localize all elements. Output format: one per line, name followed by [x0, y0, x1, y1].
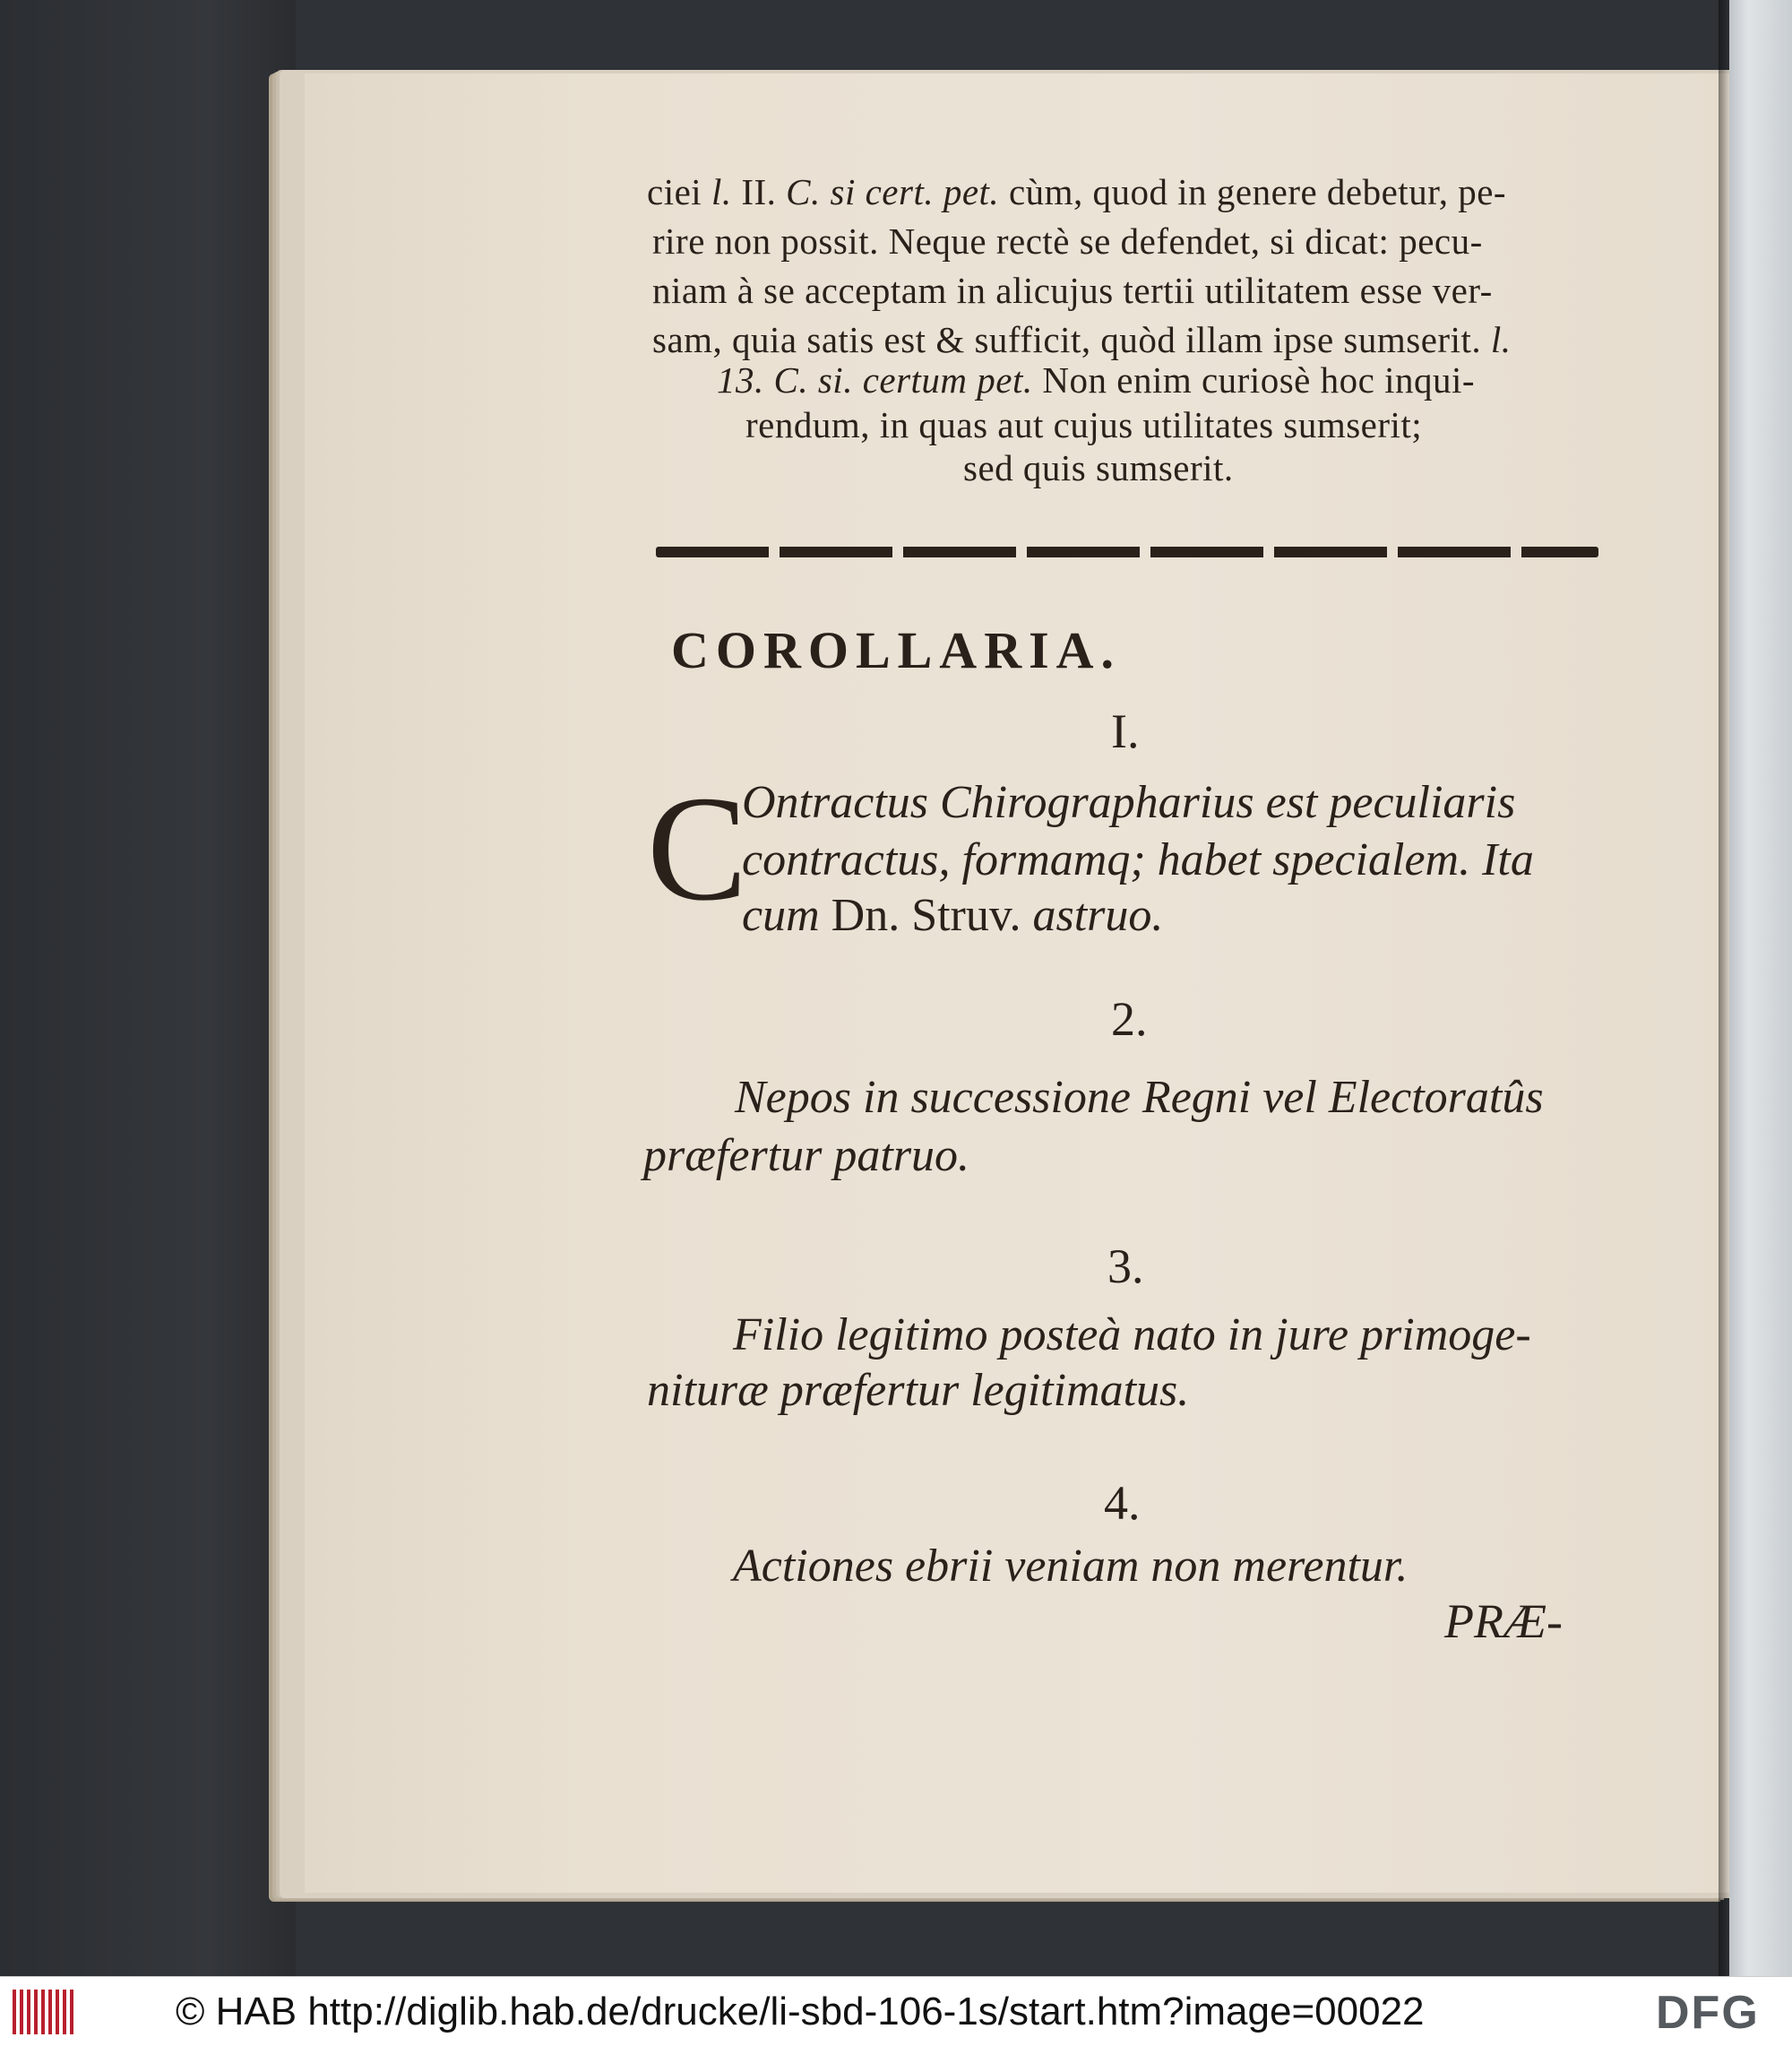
section-text-line: Ontractus Chirographarius est peculiaris — [742, 777, 1516, 828]
section-number: 3. — [1107, 1239, 1144, 1293]
body-line: niam à se acceptam in alicujus tertii utilitatem esse ver- — [652, 270, 1493, 311]
section-divider-rule — [656, 547, 1598, 557]
section-text-line: nituræ præfertur legitimatus. — [647, 1365, 1190, 1416]
footer-bar — [0, 1976, 1792, 2046]
scanner-backdrop — [0, 0, 296, 1976]
body-line: sed quis sumserit. — [963, 447, 1234, 488]
section-number: I. — [1111, 704, 1140, 758]
next-page-edge — [1729, 0, 1792, 1976]
dfg-logo[interactable]: DFG — [1656, 1987, 1760, 2039]
body-line: ciei l. II. C. si cert. pet. cùm, quod in genere debetur, pe- — [647, 171, 1507, 212]
section-text-line: contractus, formamq; habet specialem. Ita — [742, 834, 1534, 885]
section-number: 4. — [1104, 1476, 1141, 1530]
hab-barcode-logo-icon[interactable] — [13, 1990, 75, 2034]
drop-capital: C — [647, 765, 748, 932]
section-text-line: Filio legitimo posteà nato in jure primoge- — [733, 1309, 1531, 1360]
catchword: PRÆ- — [1444, 1594, 1563, 1648]
section-text-line: Actiones ebrii veniam non merentur. — [733, 1541, 1409, 1592]
page-title: COROLLARIA. — [670, 621, 1122, 679]
section-text-line: cum Dn. Struv. astruo. — [742, 890, 1164, 941]
section-text-line: Nepos in successione Regni vel Electoratûs — [735, 1072, 1544, 1123]
body-line: rire non possit. Neque rectè se defendet, si dicat: pecu- — [652, 220, 1483, 262]
section-text-line: præfertur patruo. — [643, 1130, 970, 1181]
body-line: rendum, in quas aut cujus utilitates sumserit; — [745, 404, 1423, 445]
section-number: 2. — [1111, 992, 1148, 1046]
copyright-url[interactable]: © HAB http://diglib.hab.de/drucke/li-sbd-106-1s/start.htm?image=00022 — [176, 1990, 1425, 2033]
body-line: sam, quia satis est & sufficit, quòd illam ipse sumserit. l. — [652, 319, 1512, 360]
body-line: 13. C. si. certum pet. Non enim curiosè hoc inqui- — [717, 359, 1476, 401]
